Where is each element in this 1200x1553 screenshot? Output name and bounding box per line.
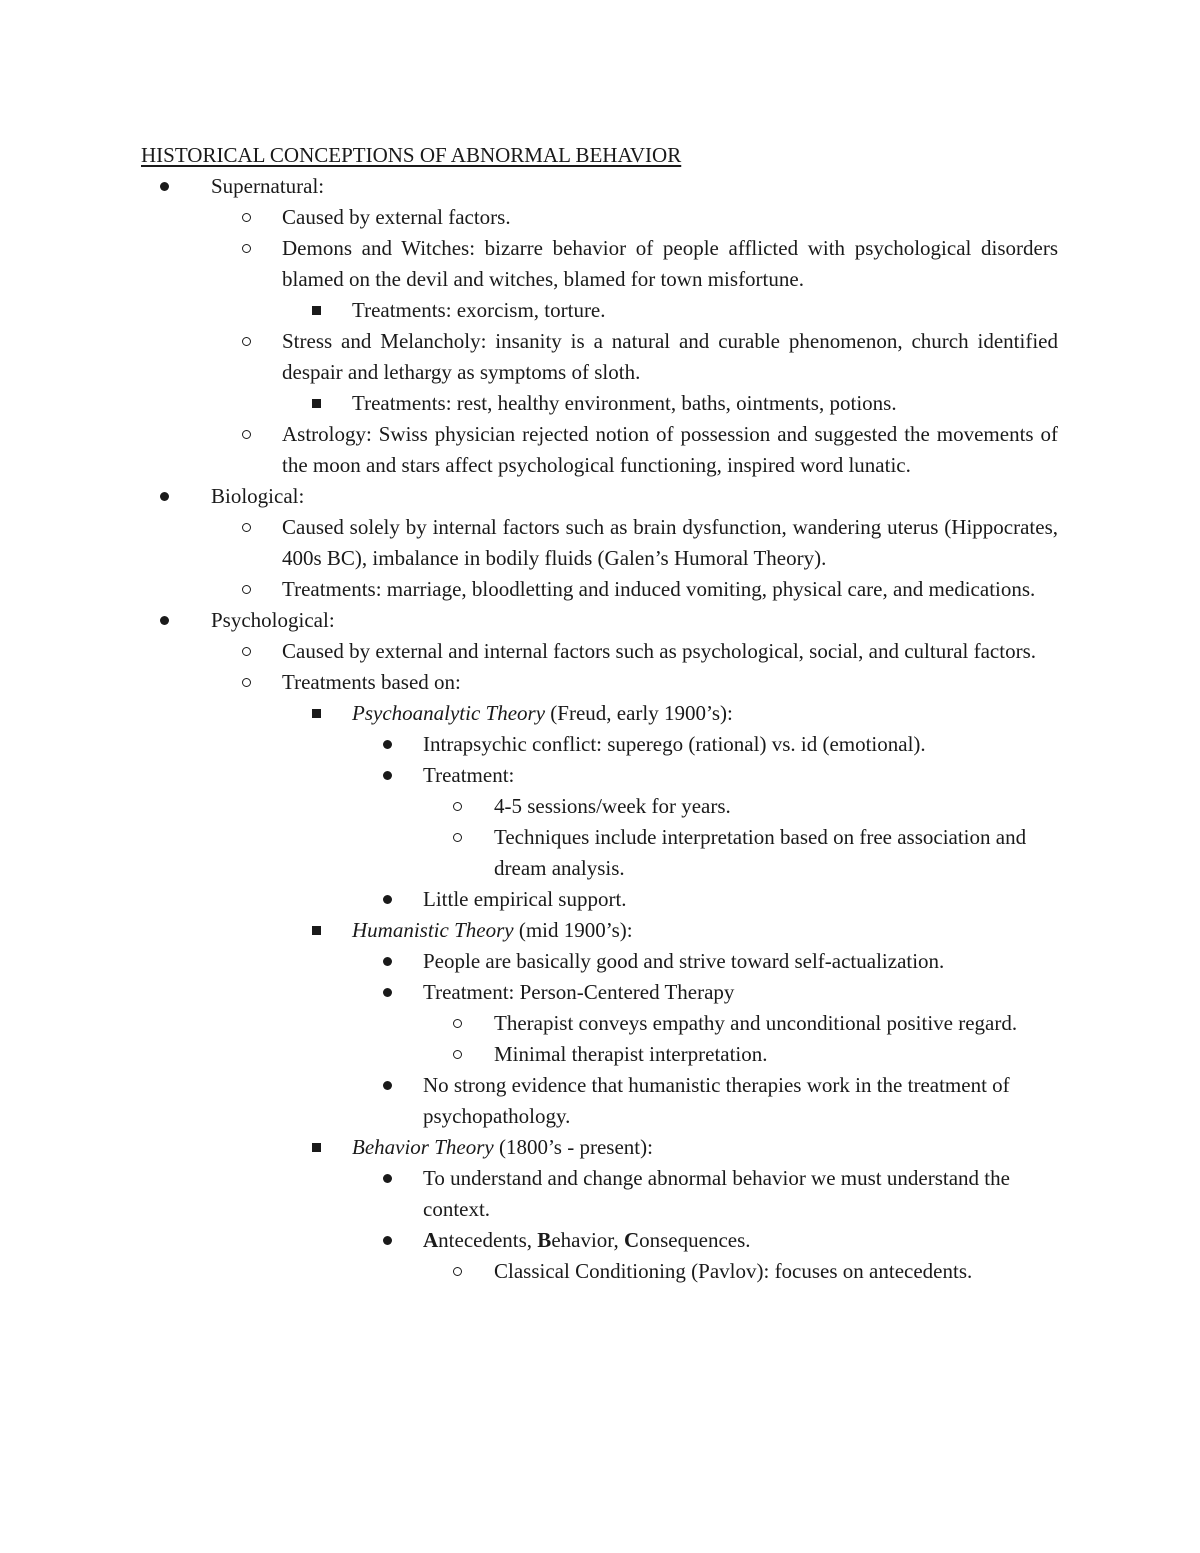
list-item <box>246 326 1058 388</box>
disc-bullet-icon <box>377 884 397 915</box>
item-text: Techniques include interpretation based on free association and dream analysis. <box>494 825 1027 880</box>
list-item-text <box>282 636 1058 667</box>
circle-bullet-icon <box>447 1039 467 1070</box>
list-item-text <box>211 171 1058 202</box>
item-text: Caused solely by internal factors such as brain dysfunction, wandering uterus (Hippocrates, 400s BC), imbalance in bodily fluids (Galen’s Humoral Theory). <box>282 515 1058 570</box>
list-item <box>457 1256 1058 1287</box>
list-item <box>387 1225 1058 1256</box>
list-item-text <box>494 1008 1058 1039</box>
list-item-text <box>282 574 1058 605</box>
list-item <box>387 977 1058 1008</box>
circle-bullet-icon <box>236 202 256 233</box>
item-text: Treatments: exorcism, torture. <box>352 298 606 322</box>
bold-initial: A <box>423 1228 439 1252</box>
item-text: Demons and Witches: bizarre behavior of people afflicted with psychological disorders blamed on the devil and witches, blamed for town misfortune. <box>282 236 1058 291</box>
item-text: Caused by external factors. <box>282 205 511 229</box>
list-item-text <box>352 698 1058 729</box>
circle-bullet-icon <box>447 822 467 853</box>
theory-name: Humanistic Theory <box>352 918 514 942</box>
disc-bullet-icon <box>377 729 397 760</box>
list-item <box>246 574 1058 605</box>
list-item <box>246 667 1058 698</box>
list-item <box>164 171 1058 202</box>
list-item <box>316 295 1058 326</box>
list-item-text <box>423 884 1058 915</box>
list-item-text <box>352 295 1058 326</box>
list-item-text <box>423 946 1058 977</box>
item-text: Psychological: <box>211 608 335 632</box>
list-item <box>457 791 1058 822</box>
square-bullet-icon <box>306 388 326 419</box>
square-bullet-icon <box>306 1132 326 1163</box>
text-run: onsequences. <box>639 1228 751 1252</box>
theory-name: Psychoanalytic Theory <box>352 701 546 725</box>
item-text: (Freud, early 1900’s): <box>545 701 733 725</box>
list-item <box>457 1008 1058 1039</box>
item-text: Little empirical support. <box>423 887 627 911</box>
disc-bullet-icon <box>154 171 174 202</box>
document-title: HISTORICAL CONCEPTIONS OF ABNORMAL BEHAVIOR <box>141 143 682 167</box>
item-text: No strong evidence that humanistic therapies work in the treatment of psychopathology. <box>423 1073 1010 1128</box>
item-text: Supernatural: <box>211 174 325 198</box>
disc-bullet-icon <box>377 977 397 1008</box>
list-item <box>316 915 1058 946</box>
item-text: Minimal therapist interpretation. <box>494 1042 768 1066</box>
list-item <box>387 884 1058 915</box>
item-text: Classical Conditioning (Pavlov): focuses on antecedents. <box>494 1259 973 1283</box>
list-item-text <box>352 388 1058 419</box>
list-item <box>387 946 1058 977</box>
list-item-text <box>352 1132 1058 1163</box>
circle-bullet-icon <box>236 326 256 357</box>
circle-bullet-icon <box>236 233 256 264</box>
item-text: Caused by external and internal factors such as psychological, social, and cultural factors. <box>282 639 1036 663</box>
list-item <box>387 1163 1058 1225</box>
list-item-text <box>282 512 1058 574</box>
item-text: (mid 1900’s): <box>513 918 633 942</box>
square-bullet-icon <box>306 698 326 729</box>
list-item <box>316 1132 1058 1163</box>
circle-bullet-icon <box>236 574 256 605</box>
list-item-text <box>352 915 1058 946</box>
square-bullet-icon <box>306 295 326 326</box>
item-text: Biological: <box>211 484 305 508</box>
disc-bullet-icon <box>377 1225 397 1256</box>
item-text: Therapist conveys empathy and unconditional positive regard. <box>494 1011 1018 1035</box>
list-item <box>246 233 1058 295</box>
list-item <box>246 419 1058 481</box>
circle-bullet-icon <box>447 1256 467 1287</box>
disc-bullet-icon <box>377 760 397 791</box>
circle-bullet-icon <box>236 636 256 667</box>
list-item-text <box>423 760 1058 791</box>
list-item-text <box>282 233 1058 295</box>
list-item-text <box>282 202 1058 233</box>
list-item-text <box>423 1163 1058 1225</box>
list-item <box>387 729 1058 760</box>
list-item <box>387 760 1058 791</box>
circle-bullet-icon <box>236 419 256 450</box>
item-text: Treatment: Person-Centered Therapy <box>423 980 735 1004</box>
list-item-text <box>211 605 1058 636</box>
disc-bullet-icon <box>377 1163 397 1194</box>
item-text: People are basically good and strive toward self-actualization. <box>423 949 945 973</box>
list-item-text <box>423 1070 1058 1132</box>
item-text: (1800’s - present): <box>493 1135 653 1159</box>
item-text: Intrapsychic conflict: superego (rational) vs. id (emotional). <box>423 732 926 756</box>
disc-bullet-icon <box>154 481 174 512</box>
disc-bullet-icon <box>377 1070 397 1101</box>
bold-initial: C <box>623 1228 640 1252</box>
list-item-text <box>494 1039 1058 1070</box>
item-text: Treatment: <box>423 763 515 787</box>
list-item-text <box>211 481 1058 512</box>
bold-initial: B <box>537 1228 552 1252</box>
disc-bullet-icon <box>154 605 174 636</box>
list-item-text <box>494 791 1058 822</box>
list-item-text <box>282 419 1058 481</box>
item-text: Stress and Melancholy: insanity is a natural and curable phenomenon, church identified despair and lethargy as symptoms of sloth. <box>282 329 1058 384</box>
circle-bullet-icon <box>236 667 256 698</box>
list-item-text <box>423 1225 1058 1256</box>
list-item <box>387 1070 1058 1132</box>
circle-bullet-icon <box>236 512 256 543</box>
list-item <box>164 605 1058 636</box>
disc-bullet-icon <box>377 946 397 977</box>
list-item <box>316 388 1058 419</box>
list-item-text <box>494 1256 1058 1287</box>
list-item-text <box>282 667 1058 698</box>
list-item-text <box>494 822 1058 884</box>
list-item <box>246 202 1058 233</box>
list-item <box>316 698 1058 729</box>
list-item <box>164 481 1058 512</box>
list-item <box>246 512 1058 574</box>
circle-bullet-icon <box>447 791 467 822</box>
text-run: ehavior, <box>551 1228 624 1252</box>
list-item <box>457 1039 1058 1070</box>
list-item-text <box>423 729 1058 760</box>
theory-name: Behavior Theory <box>352 1135 494 1159</box>
list-item-text <box>423 977 1058 1008</box>
list-item <box>457 822 1058 884</box>
item-text: Treatments: rest, healthy environment, baths, ointments, potions. <box>352 391 897 415</box>
item-text: Treatments: marriage, bloodletting and induced vomiting, physical care, and medications. <box>282 577 1036 601</box>
item-text: Treatments based on: <box>282 670 461 694</box>
list-item-text <box>282 326 1058 388</box>
item-text: Astrology: Swiss physician rejected notion of possession and suggested the movements of the moon and stars affect psychological functioning, inspired word lunatic. <box>282 422 1058 477</box>
text-run: ntecedents, <box>438 1228 538 1252</box>
square-bullet-icon <box>306 915 326 946</box>
circle-bullet-icon <box>447 1008 467 1039</box>
item-text: 4-5 sessions/week for years. <box>494 794 731 818</box>
list-item <box>246 636 1058 667</box>
item-text: To understand and change abnormal behavior we must understand the context. <box>423 1166 1010 1221</box>
